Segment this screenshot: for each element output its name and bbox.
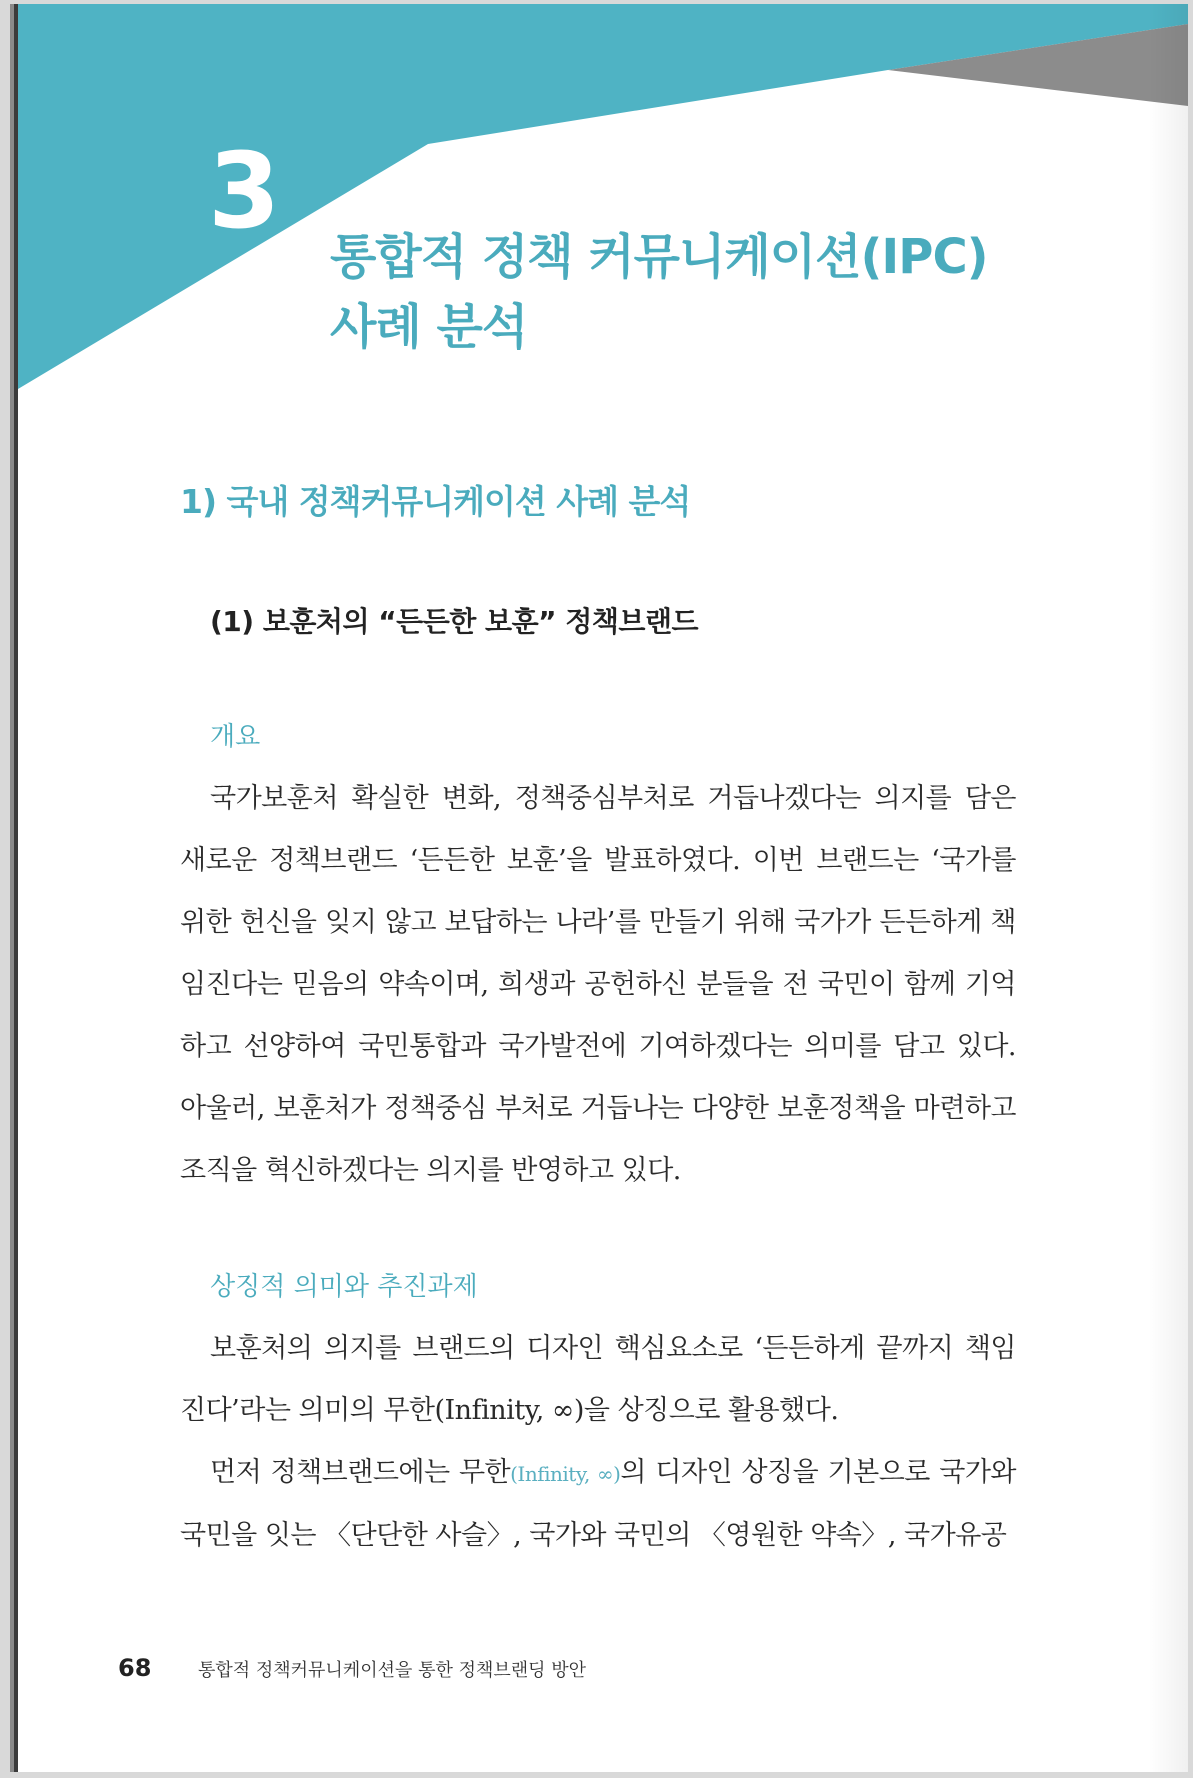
page-number: 68 [118,1654,152,1682]
infinity-highlight: (Infinity, ∞) [510,1462,621,1486]
symbolic-text-2-end: 의 디자인 상징을 기본으로 국가와 국민을 잇는 〈단단한 사슬〉, 국가와 국민의 〈영원한 약속〉, 국가유공 [180,1457,1016,1551]
chapter-title [330,222,988,362]
running-title: 통합적 정책커뮤니케이션을 통한 정책브랜딩 방안 [198,1660,587,1681]
symbolic-heading: 상징적 의미와 추진과제 [210,1272,478,1302]
subsection-title: (1) 보훈처의 “든든한 보훈” 정책브랜드 [210,605,699,638]
overview-text: 국가보훈처 확실한 변화, 정책중심부처로 거듭나겠다는 의지를 담은 새로운 정책브랜드 ‘든든한 보훈’을 발표하였다. 이번 브랜드는 ‘국가를 위한 헌신을 잊지 않고 보답하는 나라’를 만들기 위해 국가가 든든하게 책임진다는 믿음의 약속이며, 희생과 공헌하신 분들을 전 국민이 함께 기억하고 선양하여 국민통합과 국가발전에 기여하겠다는 의미를 담고 있다. 아울러, 보훈처가 정책중심 부처로 거듭나는 다양한 보훈정책을 마련하고 조직을 혁신하겠다는 의지를 반영하고 있다. [180,783,1016,1186]
symbolic-text-1: 보훈처의 의지를 브랜드의 디자인 핵심요소로 ‘든든하게 끝까지 책임진다’라는 의미의 무한(Infinity, ∞)을 상징으로 활용했다. [180,1333,1016,1426]
symbolic-paragraph-2 [180,1442,1016,1567]
symbolic-text-2-start: 먼저 정책브랜드에는 무한 [210,1457,511,1488]
overview-heading: 개요 [210,722,261,752]
symbolic-paragraph-1 [180,1318,1016,1442]
overview-paragraph [180,768,1016,1202]
section-title: 1) 국내 정책커뮤니케이션 사례 분석 [180,482,691,521]
page-edge-shadow [1148,4,1188,1772]
document-page [18,4,1188,1772]
chapter-title-line1: 통합적 정책 커뮤니케이션(IPC) [330,229,988,285]
chapter-number: 3 [208,130,281,252]
chapter-title-line2: 사례 분석 [330,299,528,355]
page-footer [118,1654,586,1682]
